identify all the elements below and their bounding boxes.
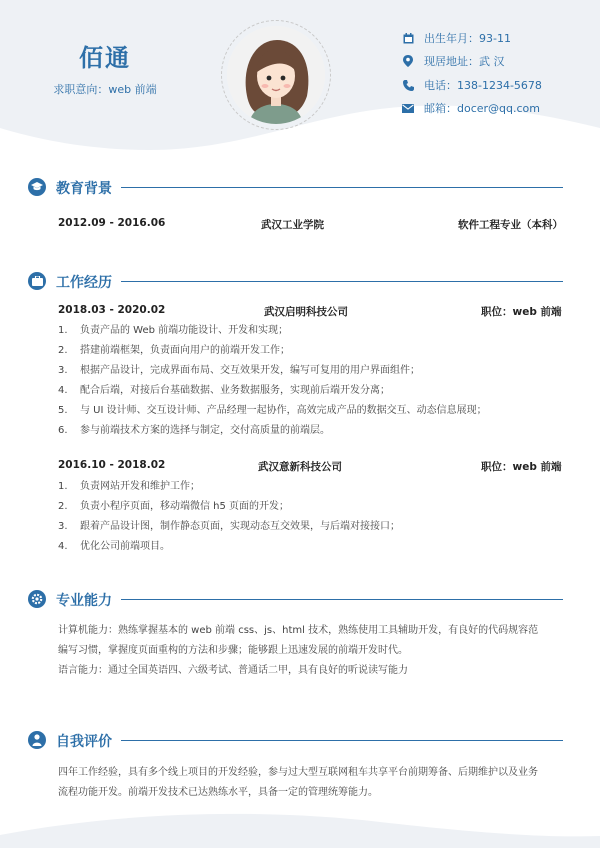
contact-birth-text: 出生年月：93-11	[424, 32, 511, 45]
education-major: 软件工程专业（本科）	[458, 219, 563, 231]
skills-title: 专业能力	[56, 593, 112, 609]
self-evaluation-text	[58, 763, 588, 803]
contact-email[interactable]	[402, 100, 592, 116]
phone-icon	[402, 79, 414, 91]
skills-text	[58, 621, 588, 681]
list-item: 4. 配合后端，对接后台基础数据、业务数据服务，实现前后端开发分离；	[58, 385, 390, 396]
list-item: 2. 负责小程序页面，移动端微信 h5 页面的开发；	[58, 501, 290, 512]
candidate-name: 佰通	[79, 44, 131, 72]
avatar-illustration	[227, 26, 325, 124]
skills-divider	[121, 599, 563, 600]
person-icon	[28, 731, 46, 749]
contact-phone-text: 电话：138-1234-5678	[424, 79, 542, 92]
list-item: 6. 参与前端技术方案的选择与制定，交付高质量的前端层。	[58, 425, 330, 436]
job-1-duties	[58, 321, 578, 441]
self-evaluation-title: 自我评价	[56, 734, 112, 750]
list-item: 3. 根据产品设计，完成界面布局、交互效果开发，编写可复用的用户界面组件；	[58, 365, 420, 376]
self-evaluation-divider	[121, 740, 563, 741]
contact-address	[402, 53, 592, 69]
calendar-icon	[402, 32, 414, 44]
list-item: 2. 搭建前端框架，负责面向用户的前端开发工作；	[58, 345, 290, 356]
skills-line-2: 编写习惯，掌握度页面重构的方法和步骤；能够跟上迅速发展的前端开发时代。	[58, 645, 408, 656]
skills-line-1: 计算机能力：熟练掌握基本的 web 前端 css、js、html 技术，熟练使用工具辅助开发，有良好的代码规容范	[58, 625, 539, 636]
work-title: 工作经历	[56, 275, 112, 291]
skills-line-3: 语言能力：通过全国英语四、六级考试、普通话二甲，具有良好的听说读写能力	[58, 665, 408, 676]
education-title: 教育背景	[56, 181, 112, 197]
job-2-company: 武汉意新科技公司	[258, 461, 342, 473]
education-school: 武汉工业学院	[261, 219, 324, 231]
job-1-company: 武汉启明科技公司	[264, 306, 348, 318]
job-2-position: 职位：web 前端	[481, 461, 562, 473]
list-item: 5. 与 UI 设计师、交互设计师、产品经理一起协作，高效完成产品的数据交互、动态信息展现；	[58, 405, 487, 416]
job-1-position: 职位：web 前端	[481, 306, 562, 318]
list-item: 1. 负责产品的 Web 前端功能设计、开发和实现；	[58, 325, 289, 336]
job-2-period: 2016.10 - 2018.02	[58, 459, 166, 471]
avatar	[227, 26, 325, 124]
job-1-period: 2018.03 - 2020.02	[58, 304, 166, 316]
list-item: 3. 跟着产品设计图，制作静态页面，实现动态互交效果，与后端对接接口；	[58, 521, 400, 532]
contact-address-text: 现居地址：武 汉	[424, 55, 505, 68]
avatar-frame	[221, 20, 331, 130]
education-period: 2012.09 - 2016.06	[58, 217, 166, 229]
list-item: 1. 负责网站开发和维护工作；	[58, 481, 200, 492]
graduation-cap-icon	[28, 178, 46, 196]
contact-email-text[interactable]: 邮箱：docer@qq.com	[424, 102, 541, 115]
education-divider	[121, 187, 563, 188]
briefcase-icon	[28, 272, 46, 290]
work-divider	[121, 281, 563, 282]
location-pin-icon	[402, 55, 414, 67]
self-evaluation-line-1: 四年工作经验，具有多个线上项目的开发经验，参与过大型互联网租车共享平台前期筹备、后期维护以及业务	[58, 767, 538, 778]
list-item: 4. 优化公司前端项目。	[58, 541, 170, 552]
self-evaluation-line-2: 流程功能开发。前端开发技术已达熟练水平，具备一定的管理统筹能力。	[58, 787, 378, 798]
job-intent: 求职意向：web 前端	[53, 83, 157, 96]
contact-birth	[402, 30, 592, 46]
contact-phone	[402, 77, 592, 93]
mail-icon	[402, 102, 414, 114]
job-2-duties	[58, 477, 578, 557]
gear-icon	[28, 590, 46, 608]
